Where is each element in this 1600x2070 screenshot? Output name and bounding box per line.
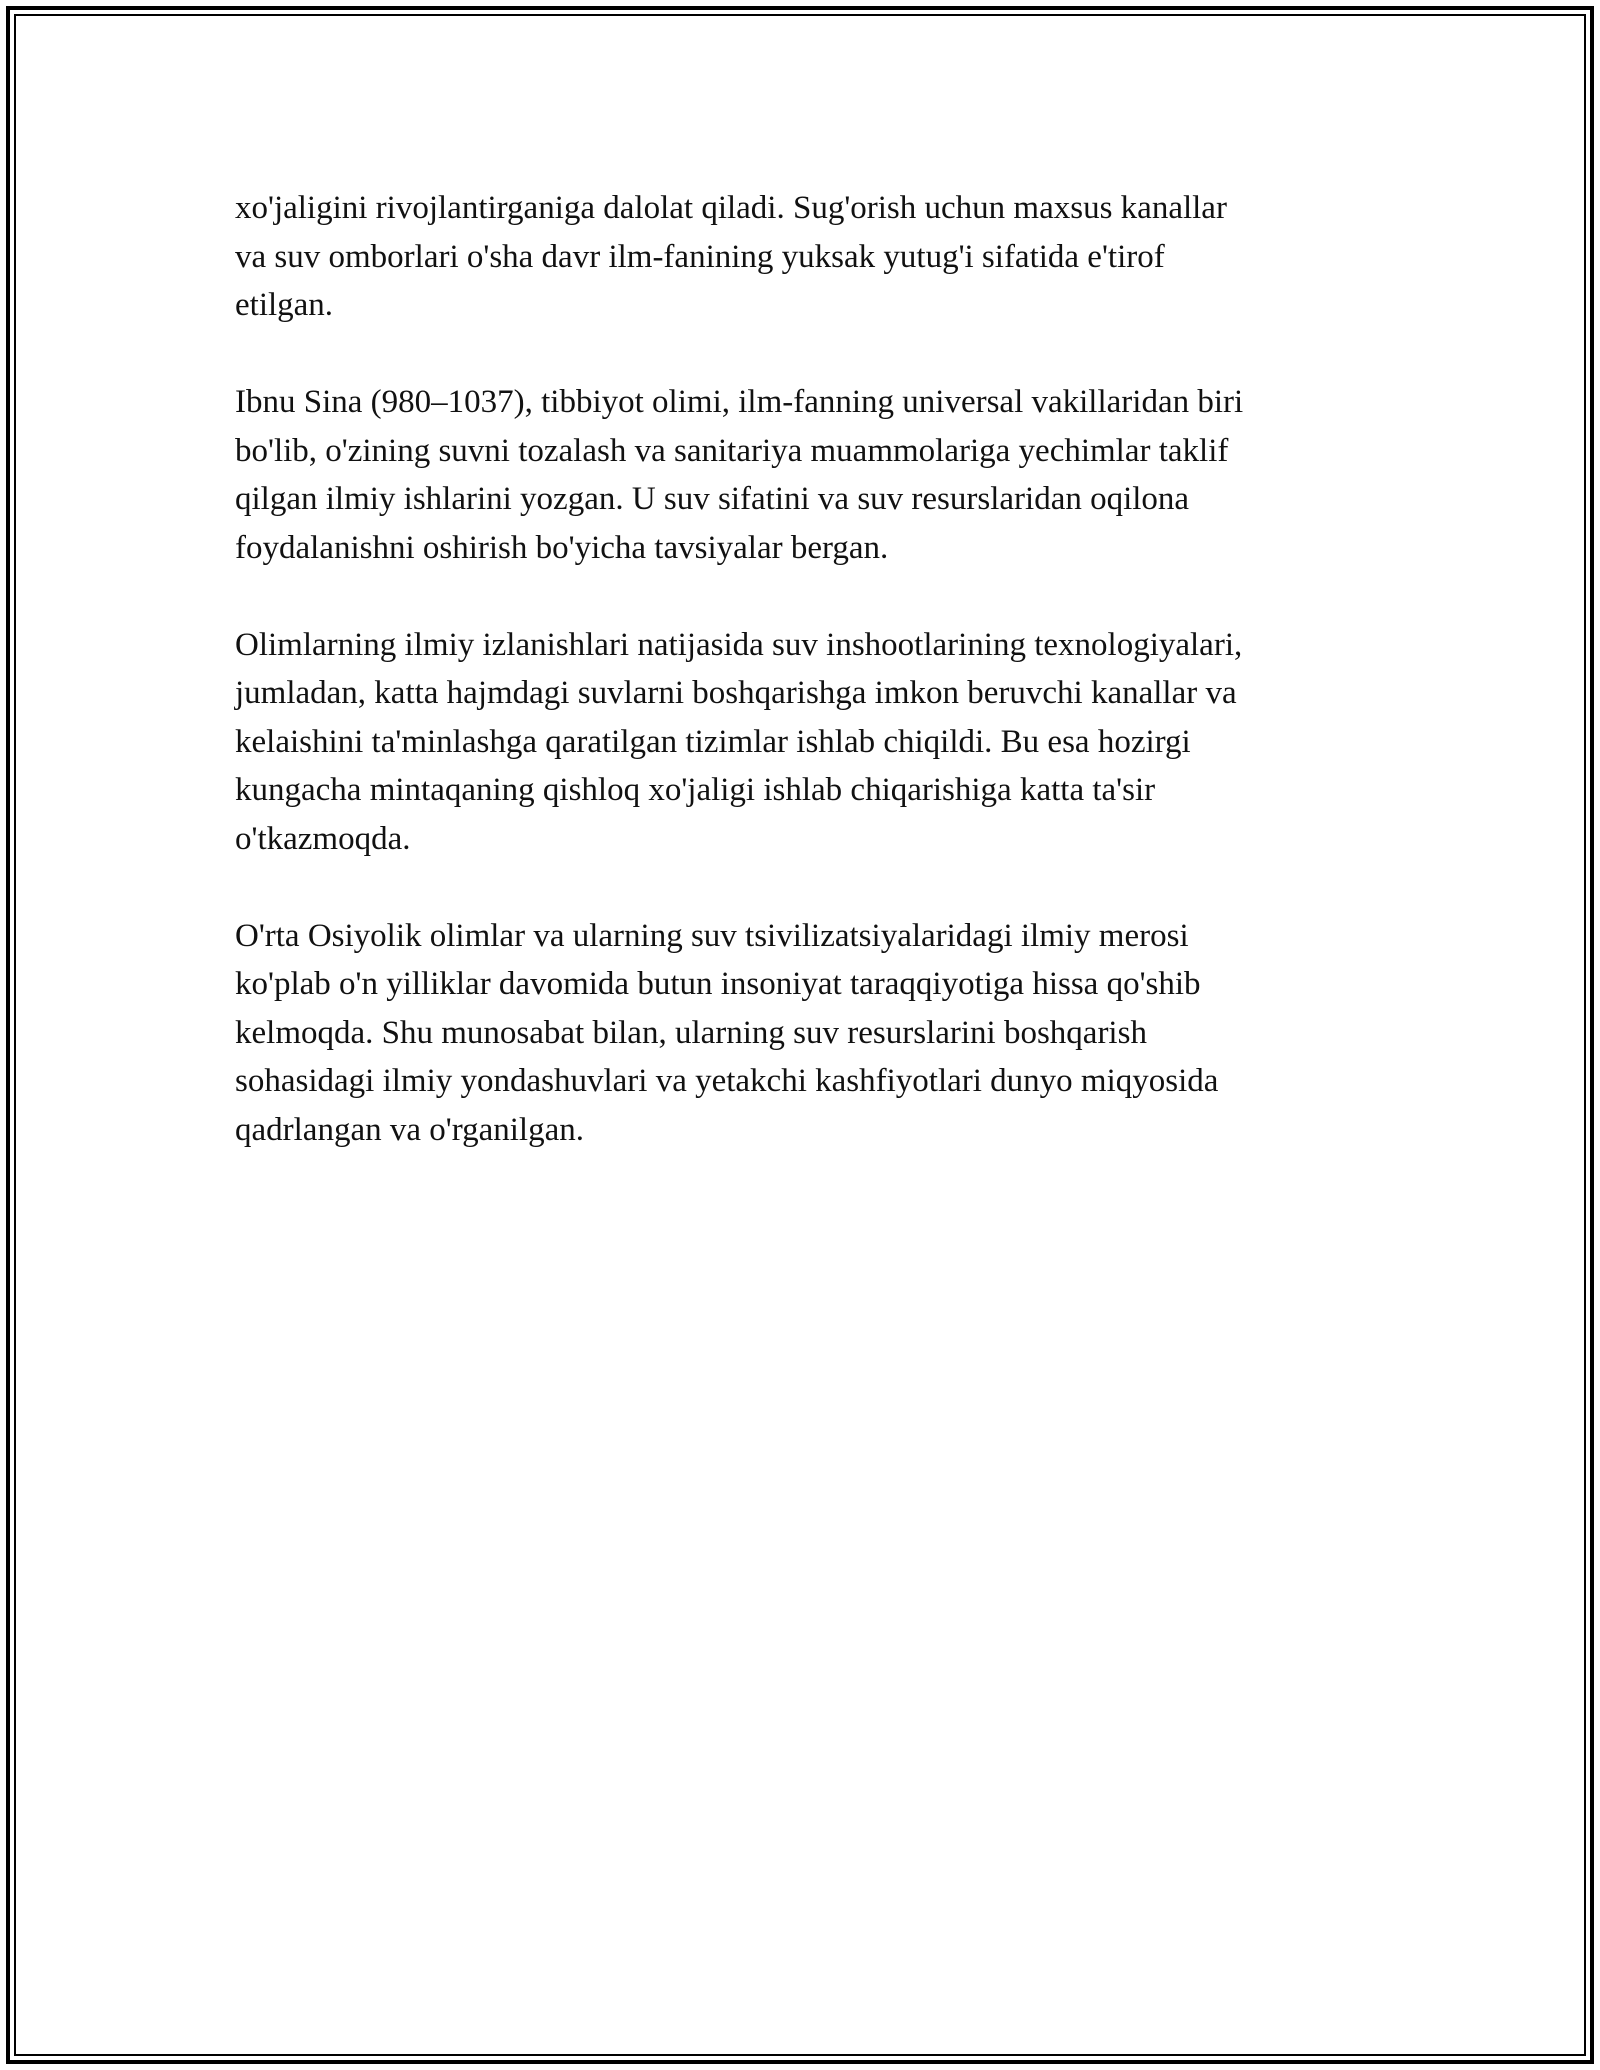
paragraph-1: xo'jaligini rivojlantirganiga dalolat qiladi. Sug'orish uchun maxsus kanallar va suv omborlari o'sha davr ilm-fanining yuksak yutug'i sifatida e'tirof etilgan. <box>235 190 1227 323</box>
paragraph-4: O'rta Osiyolik olimlar va ularning suv tsivilizatsiyalaridagi ilmiy merosi ko'plab o'n yilliklar davomida butun insoniyat taraqqiyotiga hissa qo'shib kelmoqda. Shu munosabat bilan, ularning suv resurslarini boshqarish sohasidagi ilmiy yondashuvlari va yetakchi kashfiyotlari dunyo miqyosida qadrlangan va o'rganilgan. <box>235 917 1219 1148</box>
paragraph-3: Olimlarning ilmiy izlanishlari natijasida suv inshootlarining texnologiyalari, jumladan, katta hajmdagi suvlarni boshqarishga imkon beruvchi kanallar va kelaishini ta'minlashga qaratilgan tizimlar ishlab chiqildi. Bu esa hozirgi kungacha mintaqaning qishloq xo'jaligi ishlab chiqarishiga katta ta'sir o'tkazmoqda. <box>235 626 1243 857</box>
paragraph-2: Ibnu Sina (980–1037), tibbiyot olimi, ilm-fanning universal vakillaridan biri bo'lib, o'zining suvni tozalash va sanitariya muammolariga yechimlar taklif qilgan ilmiy ishlarini yozgan. U suv sifatini va suv resurslaridan oqilona foydalanishni oshirish bo'yicha tavsiyalar bergan. <box>235 384 1244 566</box>
document-body <box>235 184 1385 1203</box>
